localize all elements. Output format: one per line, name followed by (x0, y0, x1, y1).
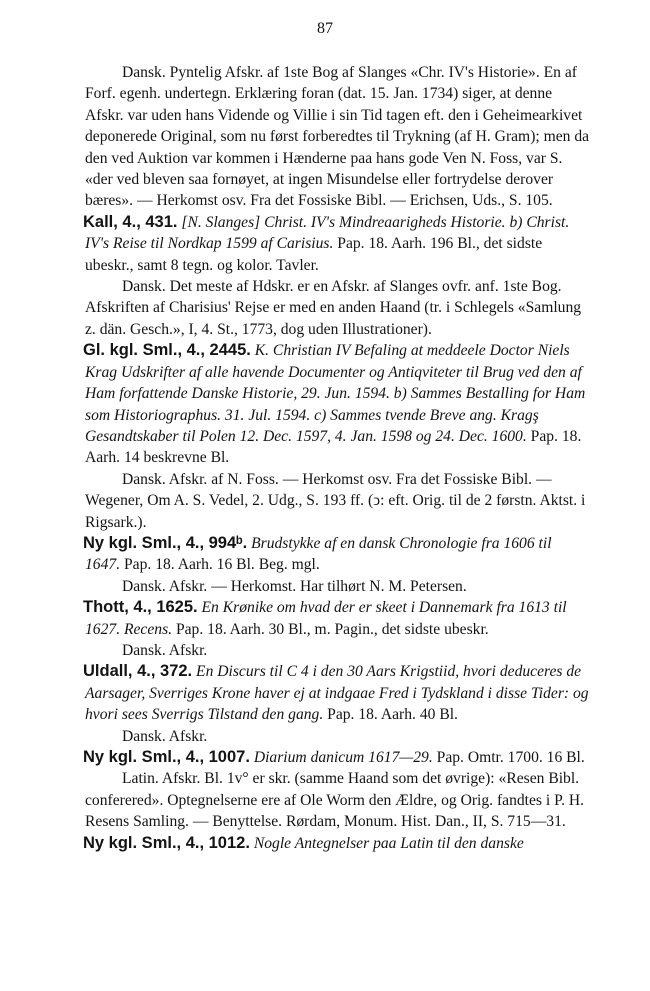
entry-slange (85, 62, 590, 212)
entry-uldall-372 (85, 661, 590, 747)
entry-heading: Ny kgl. Sml., 4., 1007. (83, 748, 250, 766)
entry-thott-1625 (85, 597, 590, 661)
entry-heading: Ny kgl. Sml., 4., 1012. (83, 833, 250, 852)
entry-gl-kgl-2445 (85, 340, 590, 533)
entry-paragraph: Dansk. Pyntelig Afskr. af 1ste Bog af Slanges «Chr. IV's Historie». En af Forf. egenh. undertegn. Erklæring foran (dat. 15. Jan. 1734) siger, at denne Afskr. var uden hans Vidende og Villie i sin Tid tagen eft. den i Geheimearkivet deponerede Original, som nu først forberedtes til Trykning (af H. Gram); men da den ved Auktion var kommen i Hænderne paa hans gode Ven N. Foss, var S. «der ved bleven saa fornøyet, at ingen Misundelse eller fortrydelse derover bæres». — Herkomst osv. Fra det Fossiske Bibl. — Erichsen, Uds., S. 105. (85, 64, 590, 210)
entry-title: K. Christian IV Befaling at meddeele Doctor Niels Krag Udskrifter af alle havende Documenter og Antiqviteter til Brug ved den af Ham forfattende Danske Historie, 29. Jun. 1594. b) Sammes Bestalling for Ham som Historiographus. 31. Jul. 1594. c) Sammes tvende Breve ang. Kragş Gesandtskaber til Polen 12. Dec. 1597, 4. Jan. 1598 og 24. Dec. 1600. (85, 342, 586, 445)
entry-paragraph: Dansk. Afskr. (122, 641, 208, 659)
entry-heading: Kall, 4., 431. (83, 212, 178, 231)
entry-details: Pap. 18. Aarh. 14 beskrevne Bl. (85, 427, 582, 467)
entry-ny-kgl-1007 (85, 747, 590, 833)
entry-details: Pap. 18. Aarh. 196 Bl., det sidste ubeskr., samt 8 tegn. og kolor. Tavler. (85, 235, 543, 274)
entry-details: Pap. 18. Aarh. 16 Bl. Beg. mgl. (124, 556, 320, 574)
entry-heading: Gl. kgl. Sml., 4., 2445. (83, 341, 251, 360)
entry-heading: Uldall, 4., 372. (83, 662, 193, 681)
entry-details: Pap. 18. Aarh. 30 Bl., m. Pagin., det sidste ubeskr. (175, 620, 489, 638)
entry-title: Nogle Antegnelser paa Latin til den danske (253, 834, 524, 852)
entry-ny-kgl-1012 (85, 833, 590, 854)
entry-title: En Krønike om hvad der er skeet i Dannemark fra 1613 til 1627. Recens. (85, 599, 567, 638)
entry-paragraph: Dansk. Afskr. — Herkomst. Har tilhørt N. M. Petersen. (122, 577, 467, 595)
entry-details: Pap. 18. Aarh. 40 Bl. (327, 706, 458, 724)
entry-paragraph: Latin. Afskr. Bl. 1v° er skr. (samme Haand som det øvrige): «Resen Bibl. conferered». Optegnelserne ere af Ole Worm den Ældre, og Orig. fandtes i P. H. Resens Samling. — Benyttelse. Rørdam, Monum. Hist. Dan., II, S. 715—31. (85, 770, 585, 831)
entry-paragraph: Dansk. Det meste af Hdskr. er en Afskr. af Slanges ovfr. anf. 1ste Bog. Afskriften af Charisius' Rejse er med en anden Haand (tr. i Schlegels «Samlung z. dän. Gesch.», I, 4. St., 1773, dog uden Illustrationer). (85, 278, 582, 338)
entry-heading: Ny kgl. Sml., 4., 994ᵇ. (83, 533, 248, 552)
entry-details: Pap. Omtr. 1700. 16 Bl. (436, 749, 585, 766)
page-number: 87 (317, 20, 333, 37)
entry-ny-kgl-994b (85, 533, 590, 597)
entry-paragraph: Dansk. Afskr. (122, 727, 208, 745)
entry-title: Brudstykke af en dansk Chronologie fra 1606 til 1647. (85, 534, 552, 574)
entry-title: Diarium danicum 1617—29. (253, 749, 433, 766)
catalog-text (85, 62, 590, 854)
entry-paragraph: Dansk. Afskr. af N. Foss. — Herkomst osv. Fra det Fossiske Bibl. — Wegener, Om A. S. Vedel, 2. Udg., S. 193 ff. (ↄ: eft. Orig. til de 2 førstn. Aktst. i Rigsark.). (85, 470, 586, 531)
entry-title: [N. Slanges] Christ. IV's Mindreaarigheds Historie. b) Christ. IV's Reise til Nordkap 1599 af Carisius. (85, 213, 570, 253)
entry-heading: Thott, 4., 1625. (83, 598, 198, 617)
entry-title: En Discurs til C 4 i den 30 Aars Krigstiid, hvori deduceres de Aarsager, Sverriges Krone haver ej at indgaae Fred i Tydskland i disse Tider: og hvori sees Sverrigs Tilstand den gang. (85, 663, 589, 724)
entry-kall-431 (85, 212, 590, 340)
